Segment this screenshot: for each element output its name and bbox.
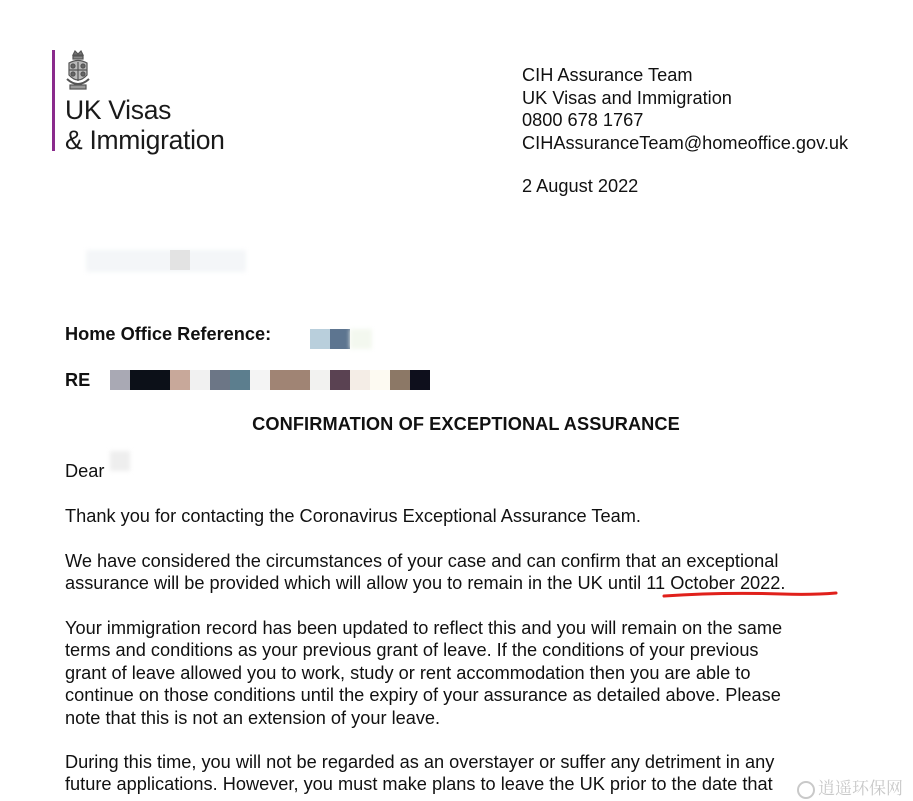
logo-text-line1: UK Visas — [65, 95, 172, 125]
watermark — [797, 774, 903, 799]
sender-phone: 0800 678 1767 — [522, 110, 644, 130]
sender-team: CIH Assurance Team — [522, 65, 693, 85]
redacted-reference — [310, 329, 330, 349]
sender-email: CIHAssuranceTeam@homeoffice.gov.uk — [522, 132, 849, 153]
paragraph-line: Your immigration record has been updated to reflect this and you will remain on the same — [65, 618, 783, 638]
paragraph-line: During this time, you will not be regarded as an overstayer or suffer any detriment in any — [65, 752, 775, 772]
paragraph-line: We have considered the circumstances of your case and can confirm that an exceptional — [65, 551, 779, 571]
royal-crest-icon — [64, 49, 92, 93]
logo-accent-bar — [52, 50, 55, 151]
paragraph-thanks — [65, 505, 641, 527]
redacted-recipient-block — [170, 250, 190, 270]
paragraph-overstayer — [65, 751, 774, 796]
paragraph-record-updated — [65, 617, 782, 729]
paragraph-line: terms and conditions as your previous grant of leave. If the conditions of your previous — [65, 640, 759, 661]
watermark-text: 逍遥环保网 — [818, 779, 903, 798]
salutation: Dear — [65, 461, 105, 481]
redacted-reference — [330, 329, 350, 349]
reference-label: Home Office Reference: — [65, 324, 272, 344]
redacted-salutation-name — [110, 451, 130, 471]
redacted-recipient — [86, 250, 246, 272]
paragraph-line: assurance will be provided which will allow you to remain in the UK until 11 October 2022. — [65, 573, 786, 594]
paragraph-line: continue on those conditions until the expiry of your assurance as detailed above. Please — [65, 685, 781, 706]
letter-heading: CONFIRMATION OF EXCEPTIONAL ASSURANCE — [252, 414, 680, 434]
paragraph-line: future applications. However, you must make plans to leave the UK prior to the date that — [65, 774, 773, 795]
logo-text-line2: & Immigration — [65, 125, 225, 155]
redacted-reference — [350, 329, 372, 349]
paragraph-line: note that this is not an extension of your leave. — [65, 707, 441, 728]
watermark-logo-icon — [797, 781, 815, 799]
handdrawn-underline — [662, 588, 838, 602]
paragraph-line: Thank you for contacting the Coronavirus Exceptional Assurance Team. — [65, 506, 641, 526]
letter-date: 2 August 2022 — [522, 176, 639, 196]
paragraph-line: grant of leave allowed you to work, study or rent accommodation then you are able to — [65, 662, 751, 683]
sender-block — [522, 64, 848, 154]
re-label: RE — [65, 370, 91, 390]
sender-org: UK Visas and Immigration — [522, 87, 732, 108]
